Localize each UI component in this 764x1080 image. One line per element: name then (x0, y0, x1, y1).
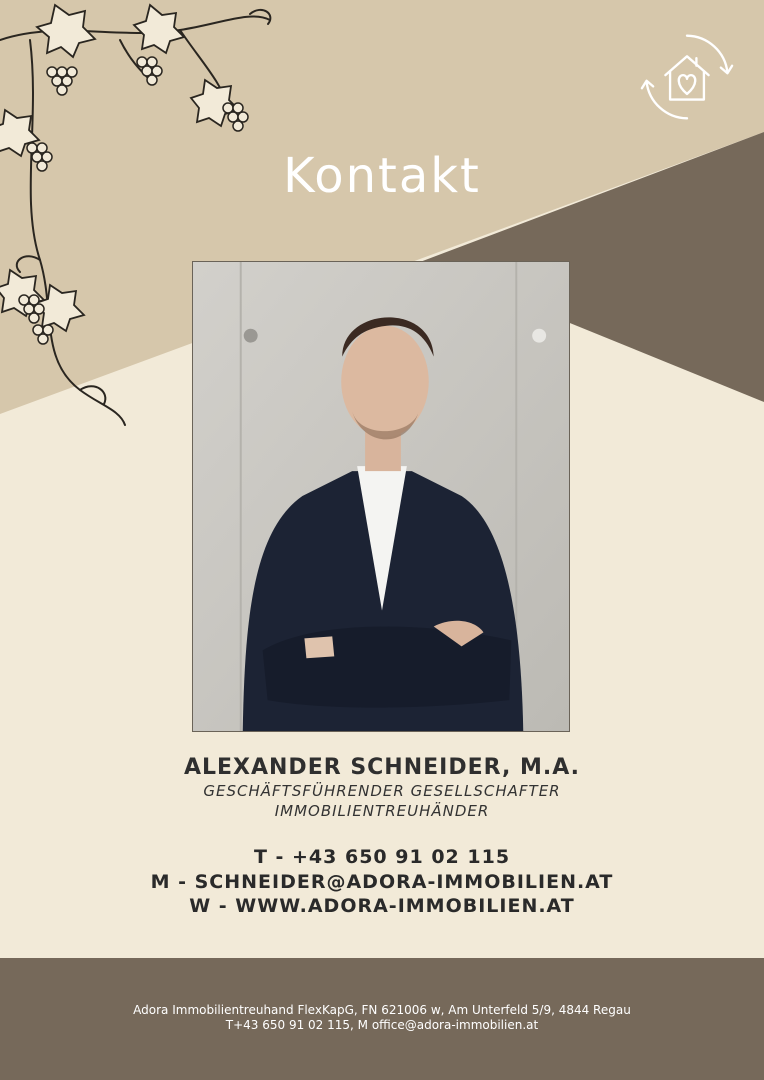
person-role-subtitle: IMMOBILIENTREUHÄNDER (274, 802, 490, 820)
contact-website[interactable]: W - WWW.ADORA-IMMOBILIEN.AT (189, 895, 575, 917)
person-role-title: GESCHÄFTSFÜHRENDER GESELLSCHAFTER (203, 782, 561, 800)
contact-phone[interactable]: T - +43 650 91 02 115 (253, 846, 511, 868)
portrait-photo (192, 261, 570, 732)
contact-email[interactable]: M - SCHNEIDER@ADORA-IMMOBILIEN.AT (150, 871, 614, 893)
footer-company-info: Adora Immobilientreuhand FlexKapG, FN 621006 w, Am Unterfeld 5/9, 4844 Regau (133, 1003, 631, 1017)
footer-contact-info: T+43 650 91 02 115, M office@adora-immobilien.at (225, 1018, 539, 1032)
page-title: Kontakt (283, 148, 481, 204)
house-heart-recycle-icon (640, 30, 734, 124)
person-name: ALEXANDER SCHNEIDER, M.A. (183, 755, 581, 780)
